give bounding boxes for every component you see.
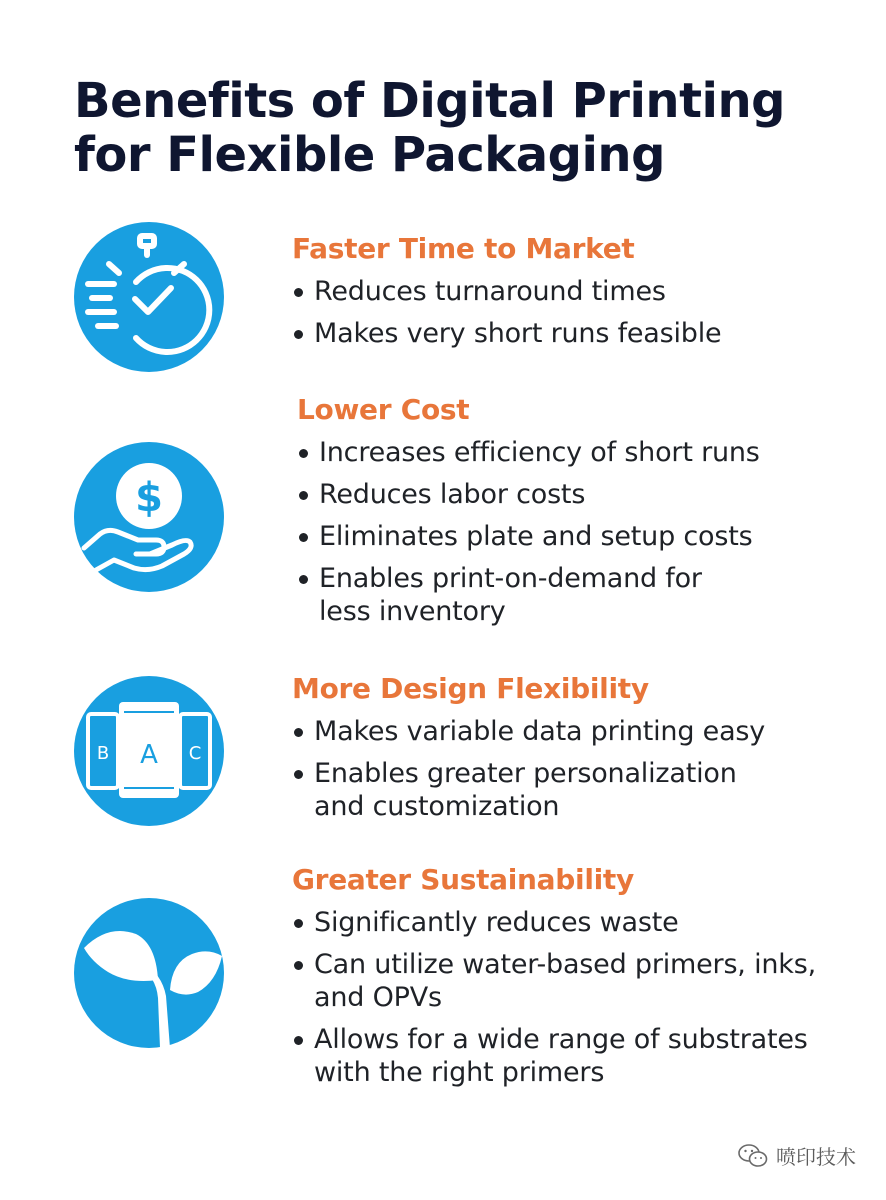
- bullet-item: [297, 562, 739, 628]
- package-label-c: C: [188, 743, 202, 764]
- bullet-text: Can utilize water-based primers, inks, and OPVs: [314, 949, 816, 1013]
- watermark-text: 喷印技术: [776, 1145, 856, 1169]
- bullet-item: [297, 478, 857, 511]
- section-sustainability: [292, 863, 852, 1089]
- wechat-icon: [738, 1143, 768, 1169]
- bullet-item: [292, 715, 852, 748]
- hand-dollar-coin-icon: [74, 442, 224, 592]
- bullet-dot-icon: [299, 575, 308, 584]
- bullet-dot-icon: [294, 919, 303, 928]
- bullet-text: Enables greater personalization and customization: [314, 758, 737, 822]
- bullet-text: Reduces labor costs: [319, 479, 586, 510]
- package-variants-icon: [74, 676, 224, 826]
- section-heading: Greater Sustainability: [292, 863, 634, 896]
- bullet-text: Significantly reduces waste: [314, 907, 679, 938]
- bullet-item: [297, 520, 857, 553]
- bullet-text: Makes very short runs feasible: [314, 318, 722, 349]
- package-label-b: B: [96, 743, 110, 764]
- sprout-leaves-icon: [74, 898, 224, 1048]
- bullet-dot-icon: [294, 770, 303, 779]
- bullet-text: Makes variable data printing easy: [314, 716, 766, 747]
- bullet-text: Reduces turnaround times: [314, 276, 666, 307]
- bullet-dot-icon: [299, 491, 308, 500]
- bullet-item: [292, 1023, 854, 1089]
- bullet-dot-icon: [294, 330, 303, 339]
- section-heading: More Design Flexibility: [292, 672, 649, 705]
- section-lower-cost: [297, 393, 857, 628]
- bullet-item: [297, 436, 857, 469]
- section-heading: Lower Cost: [297, 393, 470, 426]
- bullet-item: [292, 906, 852, 939]
- page-title-line-1: Benefits of Digital Printing: [74, 73, 786, 129]
- bullet-dot-icon: [294, 288, 303, 297]
- bullet-text: Eliminates plate and setup costs: [319, 521, 753, 552]
- svg-text:$: $: [135, 475, 163, 521]
- bullet-dot-icon: [294, 961, 303, 970]
- watermark: [738, 1141, 856, 1170]
- bullet-item: [292, 948, 854, 1014]
- section-design-flexibility: [292, 672, 852, 823]
- bullet-text: Enables print-on-demand for less inventory: [319, 563, 702, 627]
- bullet-item: [292, 757, 784, 823]
- page-title-line-2: for Flexible Packaging: [74, 127, 665, 183]
- bullet-item: [292, 275, 852, 308]
- stopwatch-check-icon: [74, 222, 224, 372]
- package-label-a: A: [140, 740, 158, 770]
- bullet-dot-icon: [299, 533, 308, 542]
- page-title: [74, 74, 814, 182]
- bullet-text: Allows for a wide range of substrates with the right primers: [314, 1024, 808, 1088]
- bullet-dot-icon: [294, 1036, 303, 1045]
- section-faster-time-to-market: [292, 232, 852, 350]
- bullet-item: [292, 317, 852, 350]
- bullet-dot-icon: [294, 728, 303, 737]
- bullet-dot-icon: [299, 449, 308, 458]
- bullet-text: Increases efficiency of short runs: [319, 437, 760, 468]
- section-heading: Faster Time to Market: [292, 232, 635, 265]
